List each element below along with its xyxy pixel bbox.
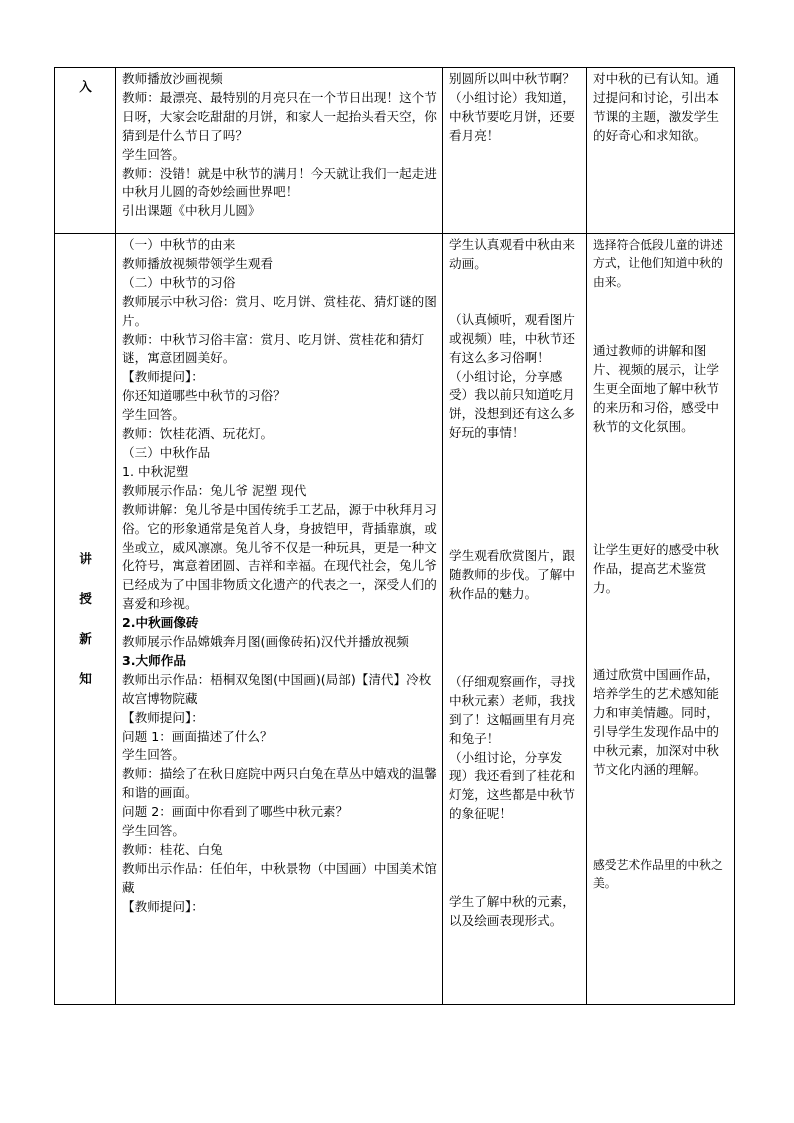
teaching-process-cell bbox=[116, 234, 443, 1005]
student-text: （小组讨论，分享感受）我以前只知道吃月饼，没想到还有这么多好玩的事情！ bbox=[449, 368, 575, 441]
process-line: 3.大师作品 bbox=[122, 652, 186, 668]
process-line: 教师展示作品：兔儿爷 泥塑 现代 bbox=[122, 482, 307, 498]
section-char: 授 bbox=[79, 591, 92, 606]
student-text: 学生了解中秋的元素，以及绘画表现形式。 bbox=[449, 894, 575, 929]
process-line: 教师：最漂亮、最特别的月亮只在一个节日出现！这个节日呀，大家会吃甜甜的月饼，和家人一起抬头看天空，你猜到是什么节日了吗？ bbox=[122, 89, 437, 143]
student-text: （仔细观察画作，寻找中秋元素）老师，我找到了！这幅画里有月亮和兔子！ bbox=[449, 673, 575, 746]
intent-text: 通过教师的讲解和图片、视频的展示，让学生更全面地了解中秋节的来历和习俗，感受中秋节的文化氛围。 bbox=[593, 343, 719, 434]
process-line: 【教师提问】： bbox=[122, 369, 204, 385]
design-intent-cell bbox=[587, 234, 735, 1005]
process-line: 引出课题《中秋月儿圆》 bbox=[122, 203, 261, 219]
intent-text: 通过欣赏中国画作品，培养学生的艺术感知能力和审美情趣。同时，引导学生发现作品中的中秋元素，加深对中秋节文化内涵的理解。 bbox=[593, 667, 719, 777]
process-line: 教师：中秋节习俗丰富：赏月、吃月饼、赏桂花和猜灯谜，寓意团圆美好。 bbox=[122, 331, 425, 366]
process-line: （三）中秋作品 bbox=[122, 444, 211, 460]
process-line: 教师讲解：兔儿爷是中国传统手工艺品，源于中秋拜月习俗。它的形象通常是兔首人身，身披铠甲，背插靠旗，或坐或立，威风凛凛。兔儿爷不仅是一种玩具，更是一种文化符号，寓意着团圆、吉祥和幸福。在现代社会，兔儿爷已经成为了中国非物质文化遗产的代表之一，深受人们的喜爱和珍视。 bbox=[122, 501, 437, 612]
process-line: 你还知道哪些中秋节的习俗？ bbox=[122, 388, 286, 404]
lesson-plan-table bbox=[54, 67, 735, 1005]
process-line: 教师出示作品：梧桐双兔图(中国画)(局部)【清代】冷枚故宫博物院藏 bbox=[122, 671, 432, 706]
process-line: 2.中秋画像砖 bbox=[122, 615, 199, 631]
process-line: 教师：没错！就是中秋节的满月！今天就让我们一起走进中秋月儿圆的奇妙绘画世界吧！ bbox=[122, 165, 437, 200]
process-line: 学生回答。 bbox=[122, 407, 185, 423]
table-row-intro bbox=[55, 68, 735, 234]
intent-text: 感受艺术作品里的中秋之美。 bbox=[593, 857, 723, 891]
student-activity-cell bbox=[443, 68, 587, 234]
process-line: 教师播放视频带领学生观看 bbox=[122, 255, 274, 271]
student-text: 别圆所以叫中秋节啊？（小组讨论）我知道，中秋节要吃月饼，还要看月亮！ bbox=[449, 71, 575, 143]
process-line: 教师：桂花、白兔 bbox=[122, 842, 223, 857]
process-line: 学生回答。 bbox=[122, 146, 185, 162]
process-line: 教师展示中秋习俗：赏月、吃月饼、赏桂花、猜灯谜的图片。 bbox=[122, 293, 437, 328]
student-text: （认真倾听，观看图片或视频）哇，中秋节还有这么多习俗啊！ bbox=[449, 311, 575, 365]
student-text: 学生认真观看中秋由来动画。 bbox=[449, 237, 575, 271]
process-line: 教师播放沙画视频 bbox=[122, 71, 223, 86]
process-line: 教师展示作品嫦娥奔月图(画像砖拓)汉代并播放视频 bbox=[122, 634, 409, 650]
table-row-new-knowledge bbox=[55, 234, 735, 1005]
design-intent-cell bbox=[587, 68, 735, 234]
student-activity-cell bbox=[443, 234, 587, 1005]
section-label-intro bbox=[55, 68, 116, 234]
process-line: 问题 2：画面中你看到了哪些中秋元素？ bbox=[122, 804, 349, 820]
process-line: 问题 1：画面描述了什么？ bbox=[122, 728, 273, 744]
process-line: 【教师提问】： bbox=[122, 898, 204, 914]
process-line: 【教师提问】： bbox=[122, 709, 204, 725]
process-line: 教师：描绘了在秋日庭院中两只白兔在草丛中嬉戏的温馨和谐的画面。 bbox=[122, 766, 437, 801]
teaching-process-cell bbox=[116, 68, 443, 234]
intent-text: 选择符合低段儿童的讲述方式，让他们知道中秋的由来。 bbox=[593, 238, 723, 289]
process-line: 1. 中秋泥塑 bbox=[122, 463, 189, 479]
process-line: 学生回答。 bbox=[122, 823, 185, 839]
section-char: 新 bbox=[79, 631, 92, 646]
process-line: 教师出示作品：任伯年，中秋景物（中国画）中国美术馆藏 bbox=[122, 860, 437, 895]
student-text: 学生观看欣赏图片，跟随教师的步伐。了解中秋作品的魅力。 bbox=[449, 548, 575, 601]
process-line: （一）中秋节的由来 bbox=[122, 237, 236, 252]
process-line: 教师：饮桂花酒、玩花灯。 bbox=[122, 426, 274, 442]
section-char: 知 bbox=[79, 671, 92, 686]
process-line: （二）中秋节的习俗 bbox=[122, 274, 236, 290]
intent-text: 让学生更好的感受中秋作品，提高艺术鉴赏力。 bbox=[593, 541, 719, 595]
section-char: 讲 bbox=[79, 551, 92, 566]
section-label-new-knowledge bbox=[55, 234, 116, 1005]
section-char: 入 bbox=[79, 79, 92, 94]
student-text: （小组讨论，分享发现）我还看到了桂花和灯笼，这些都是中秋节的象征呢！ bbox=[449, 749, 575, 822]
intent-text: 对中秋的已有认知。通过提问和讨论，引出本节课的主题，激发学生的好奇心和求知欲。 bbox=[593, 71, 719, 143]
process-line: 学生回答。 bbox=[122, 747, 185, 763]
